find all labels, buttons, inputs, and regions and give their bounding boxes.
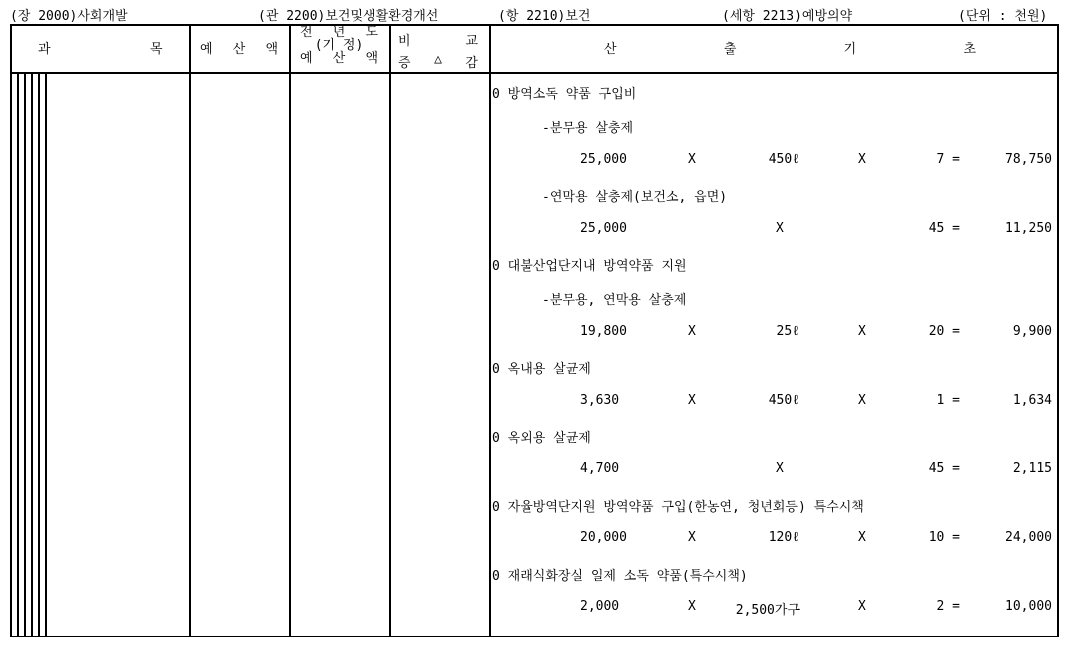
calc-multiply: X xyxy=(688,152,696,167)
calc-unit-price: 2,000 xyxy=(580,599,620,614)
calc-multiply: X xyxy=(688,393,696,408)
subject-rule xyxy=(24,74,26,637)
col-prev-line1: 전 년 도 xyxy=(300,25,378,40)
left-border xyxy=(10,24,12,637)
header-gwan: (관 2200)보건및생활환경개선 xyxy=(258,9,439,24)
subject-rule xyxy=(31,74,33,637)
col-compare-line2: 증 △ 감 xyxy=(398,52,478,71)
header-unit: (단위 : 천원) xyxy=(958,9,1048,24)
col-prev-line2: (기 정) xyxy=(314,38,364,53)
calc-total: 1,634 xyxy=(1012,393,1052,408)
calc-multiply: X xyxy=(858,599,866,614)
calc-times: 7 = xyxy=(936,152,960,167)
basis-item: 0 옥외용 살균제 xyxy=(492,431,591,446)
basis-item: 0 대불산업단지내 방역약품 지원 xyxy=(492,259,687,274)
calc-unit-price: 3,630 xyxy=(580,393,620,408)
calc-multiply: X xyxy=(688,324,696,339)
calc-multiply: X xyxy=(858,393,866,408)
subject-rule xyxy=(45,74,47,637)
calc-unit-price: 4,700 xyxy=(580,461,620,476)
subject-rule xyxy=(17,74,19,637)
basis-subitem: -분무용 살충제 xyxy=(542,121,634,136)
basis-item: 0 옥내용 살균제 xyxy=(492,362,591,377)
calc-multiply: X xyxy=(858,530,866,545)
calc-quantity: X xyxy=(776,221,784,236)
calc-total: 11,250 xyxy=(1005,221,1052,236)
basis-subitem: -연막용 살충제(보건소, 읍면) xyxy=(542,190,728,205)
col-gwamok-b: 목 xyxy=(150,42,163,57)
calc-times: 1 = xyxy=(936,393,960,408)
calc-unit-price: 20,000 xyxy=(580,530,627,545)
basis-subitem: -분무용, 연막용 살충제 xyxy=(542,293,687,308)
calc-quantity: 450ℓ xyxy=(768,393,800,408)
calc-quantity: 450ℓ xyxy=(768,152,800,167)
table-top-border xyxy=(10,24,1058,26)
col-prev-line3: 예 산 액 xyxy=(300,51,378,66)
calc-quantity: 2,500가구 xyxy=(735,603,800,618)
basis-item: 0 방역소독 약품 구입비 xyxy=(492,87,637,102)
basis-item: 0 재래식화장실 일제 소독 약품(특수시책) xyxy=(492,569,748,584)
calc-unit-price: 19,800 xyxy=(580,324,627,339)
header-jang: (장 2000)사회개발 xyxy=(10,9,128,24)
header-sehang: (세항 2213)예방의약 xyxy=(722,9,853,24)
calc-total: 10,000 xyxy=(1005,599,1052,614)
header-bottom-border xyxy=(10,72,1058,74)
calc-times: 20 = xyxy=(928,324,960,339)
col-basis: 산 출 기 초 xyxy=(604,42,976,57)
calc-quantity: X xyxy=(776,461,784,476)
calc-unit-price: 25,000 xyxy=(580,221,627,236)
calc-multiply: X xyxy=(688,599,696,614)
col-divider-4 xyxy=(489,24,491,637)
table-bottom-border xyxy=(10,636,1058,637)
calc-unit-price: 25,000 xyxy=(580,152,627,167)
calc-times: 10 = xyxy=(928,530,960,545)
calc-total: 9,900 xyxy=(1012,324,1052,339)
col-divider-2 xyxy=(289,24,291,637)
col-gwamok-a: 과 xyxy=(38,42,51,57)
calc-quantity: 120ℓ xyxy=(768,530,800,545)
calc-times: 45 = xyxy=(928,221,960,236)
subject-rule xyxy=(38,74,40,637)
header-hang: (항 2210)보건 xyxy=(498,9,591,24)
calc-multiply: X xyxy=(858,152,866,167)
col-divider-3 xyxy=(389,24,391,637)
calc-multiply: X xyxy=(688,530,696,545)
calc-multiply: X xyxy=(858,324,866,339)
calc-total: 24,000 xyxy=(1005,530,1052,545)
calc-times: 45 = xyxy=(928,461,960,476)
col-budget: 예 산 액 xyxy=(200,42,278,57)
right-border xyxy=(1057,24,1059,637)
calc-total: 78,750 xyxy=(1005,152,1052,167)
calc-total: 2,115 xyxy=(1012,461,1052,476)
calc-quantity: 25ℓ xyxy=(776,324,800,339)
col-divider-1 xyxy=(189,24,191,637)
col-compare-line1: 비 교 xyxy=(398,34,478,49)
basis-item: 0 자율방역단지원 방역약품 구입(한농연, 청년회등) 특수시책 xyxy=(492,500,864,515)
calc-times: 2 = xyxy=(936,599,960,614)
